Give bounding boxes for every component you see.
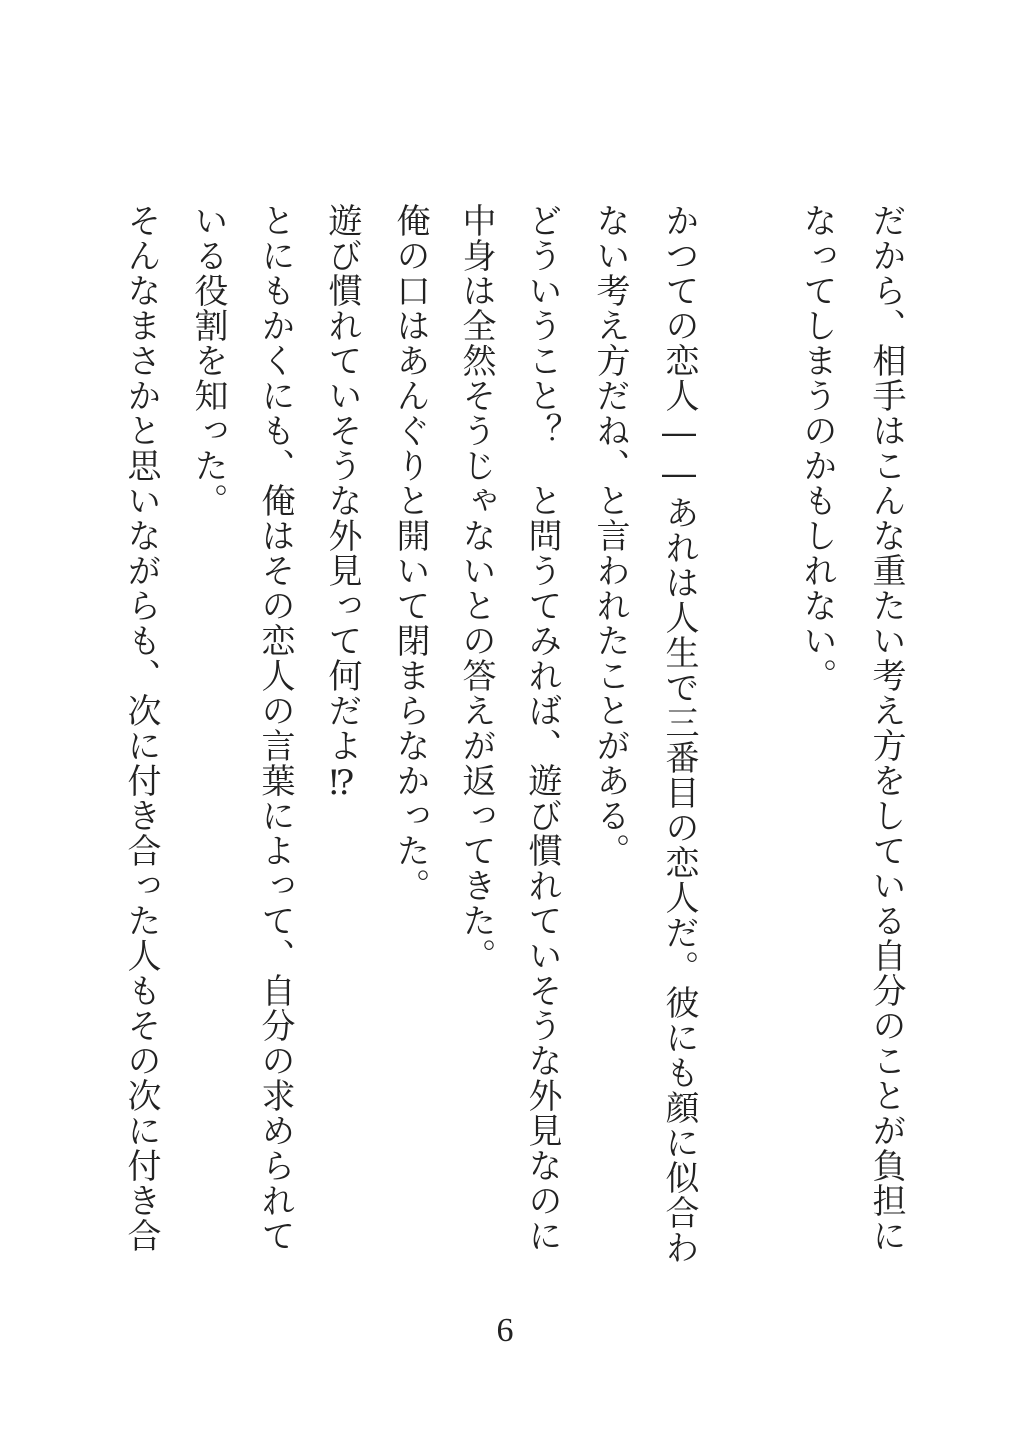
text-column-7: 中身は全然そうじゃないとの答えが返ってきた。 <box>456 203 496 973</box>
text-column-2: なってしまうのかもしれない。 <box>797 203 837 693</box>
text-column-5: ない考え方だね、と言われたことがある。 <box>590 203 630 868</box>
text-column-1: だから、相手はこんな重たい考え方をしている自分のことが負担に <box>866 203 906 1253</box>
page-number: 6 <box>496 1312 514 1349</box>
text-column-12: そんなまさかと思いながらも、次に付き合った人もその次に付き合 <box>121 203 161 1253</box>
text-column-4: かつての恋人――あれは人生で三番目の恋人だ。彼にも顔に似合わ <box>659 203 699 1265</box>
text-column-11: いる役割を知った。 <box>188 203 228 518</box>
text-column-8: 俺の口はあんぐりと開いて閉まらなかった。 <box>390 203 430 903</box>
text-column-9: 遊び慣れていそうな外見って何だよ⁉ <box>322 203 362 804</box>
text-column-10: とにもかくにも、俺はその恋人の言葉によって、自分の求められて <box>255 203 295 1253</box>
text-column-6: どういうこと？ と問うてみれば、遊び慣れていそうな外見なのに <box>522 203 562 1253</box>
